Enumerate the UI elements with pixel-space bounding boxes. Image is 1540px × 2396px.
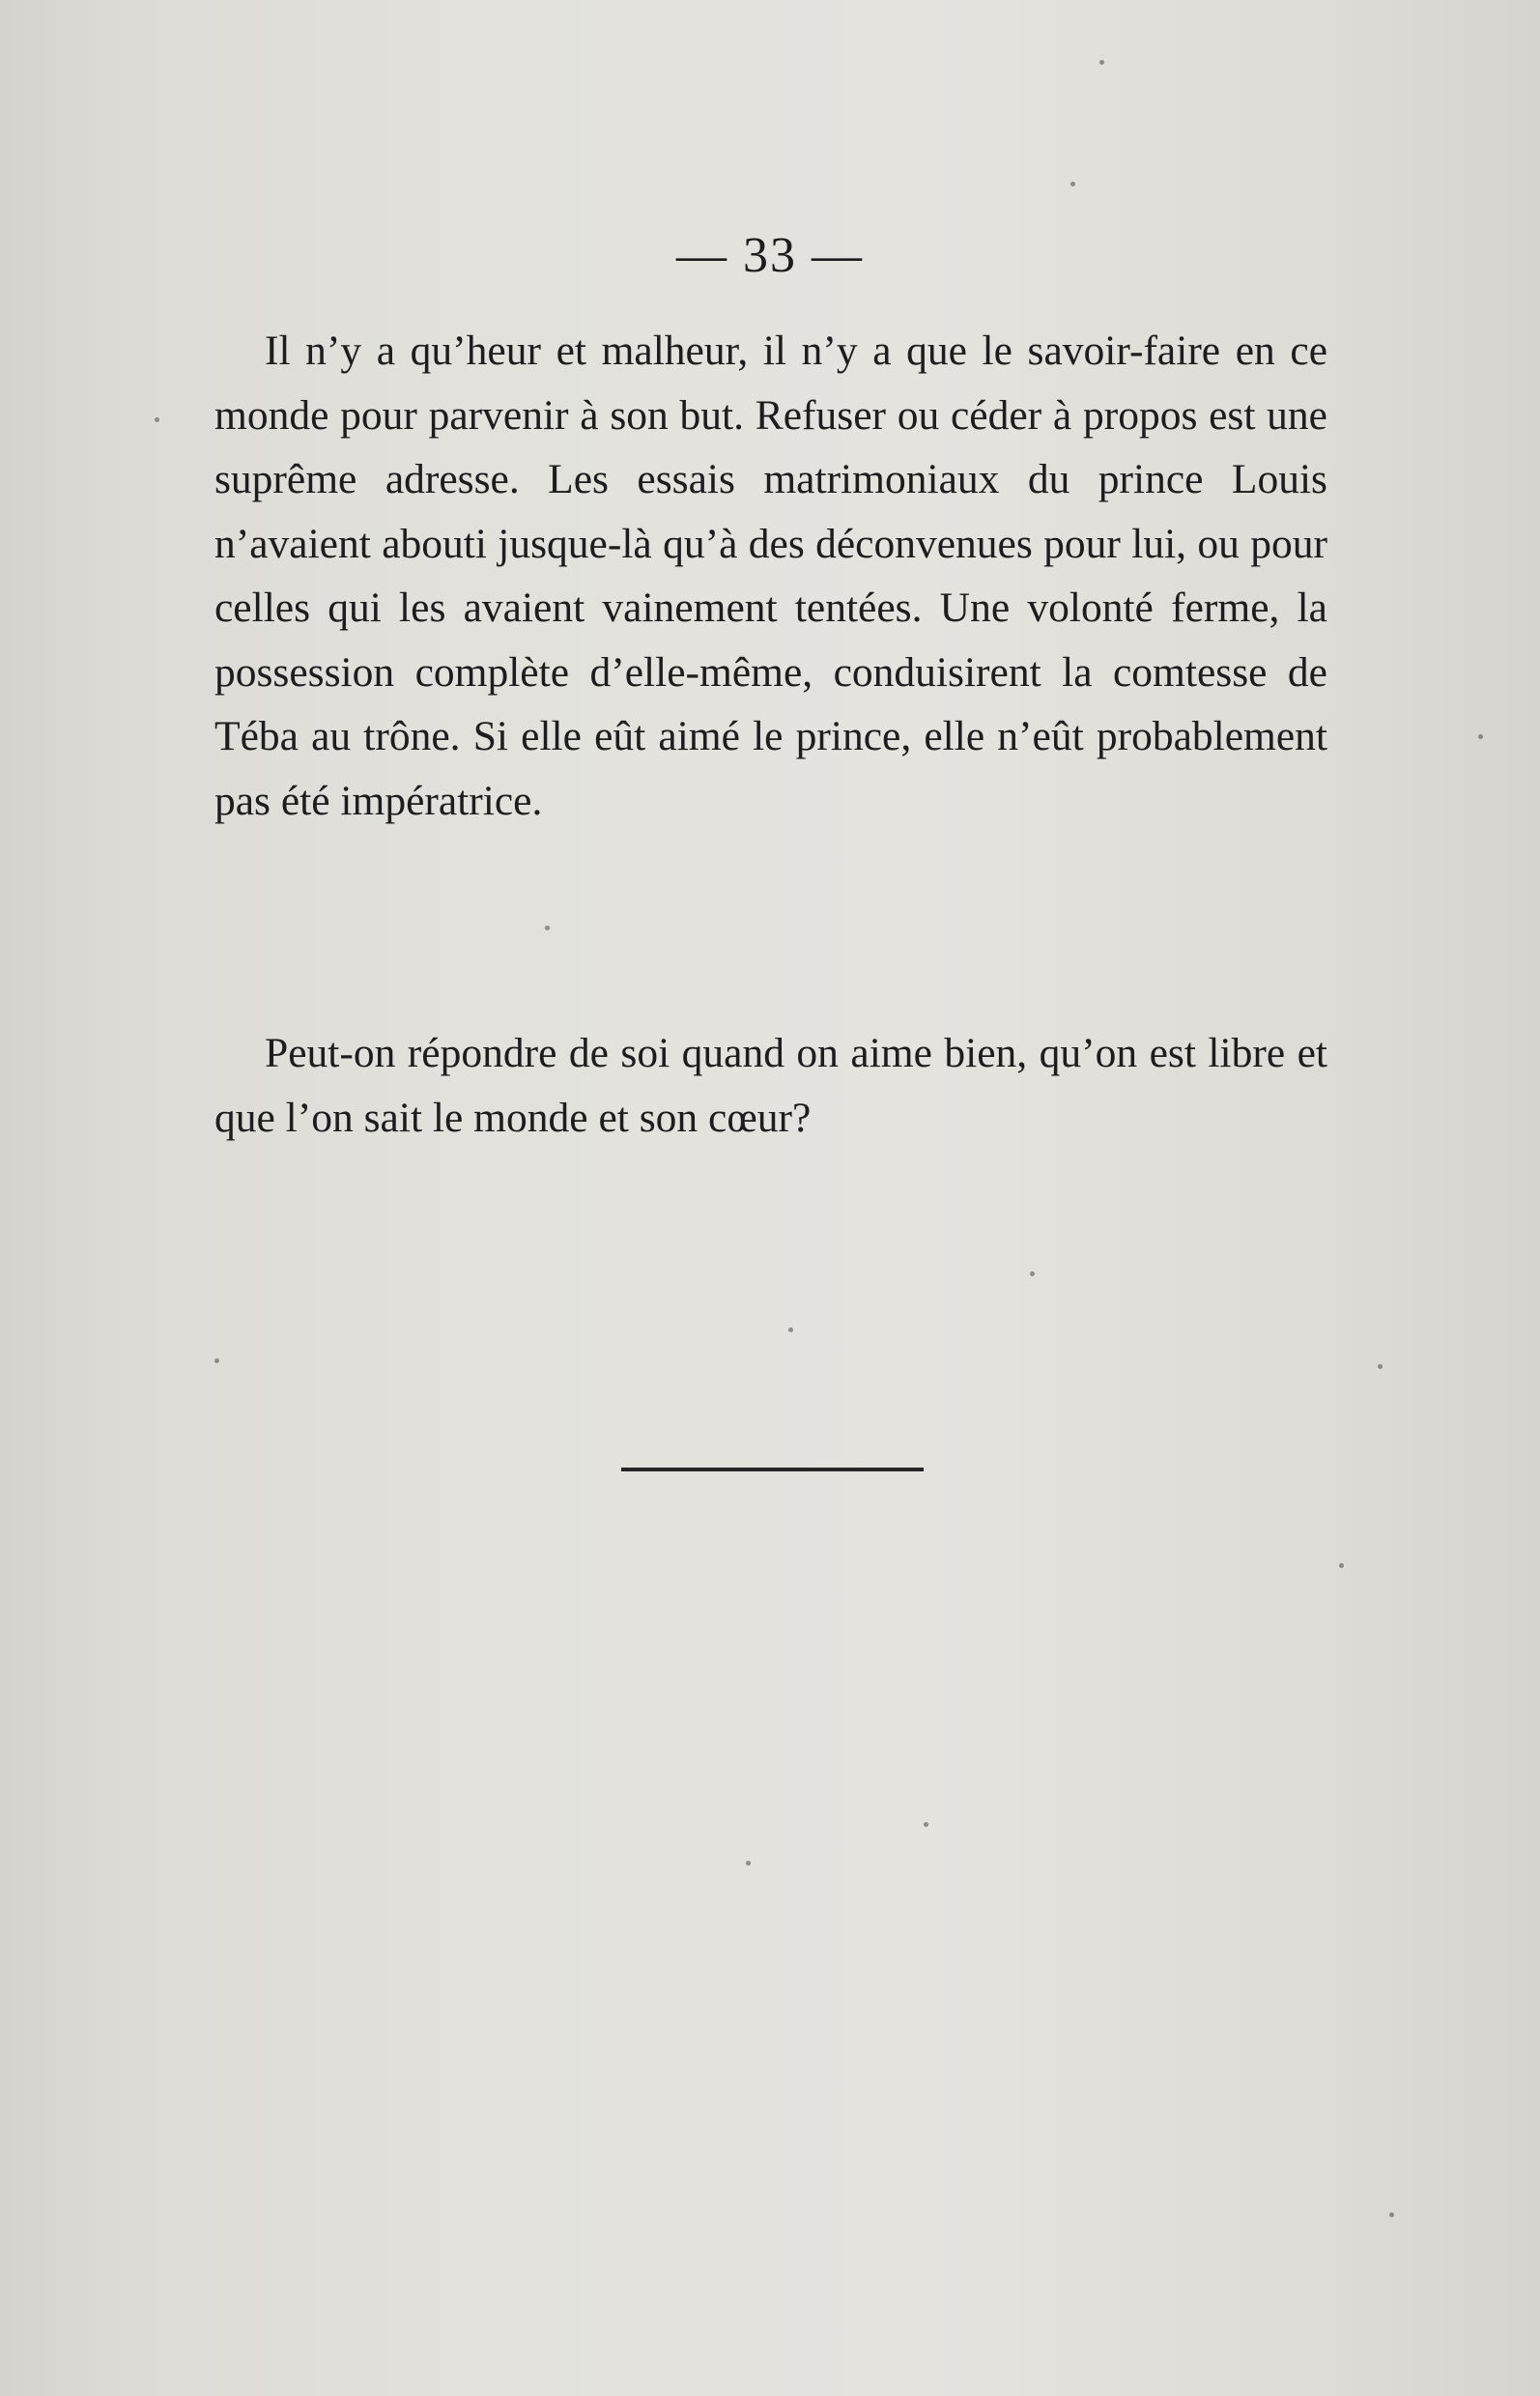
paragraph-1: Il n’y a qu’heur et malheur, il n’y a que le savoir-faire en ce monde pour parvenir à son but. Refuser ou céder à propos est une suprême adresse. Les essais matrimoniaux du prince Louis n’avaient abouti jusque-là qu’à des déconvenues pour lui, ou pour celles qui les avaient vainement tentées. Une volonté ferme, la possession complète d’elle-même, conduisirent la comtesse de Téba au trône. Si elle eût aimé le prince, elle n’eût probablement pas été impératrice. <box>214 328 1327 824</box>
paper-speck <box>1478 734 1483 739</box>
section-divider-rule <box>621 1468 924 1471</box>
paragraph-2: Peut-on répondre de soi quand on aime bien, qu’on est libre et que l’on sait le monde et son cœur? <box>214 1030 1327 1141</box>
paper-speck <box>746 1861 751 1866</box>
paper-speck <box>545 926 550 930</box>
paper-speck <box>1389 2212 1394 2217</box>
paper-speck <box>214 1358 219 1363</box>
paper-speck <box>1070 182 1075 186</box>
paper-speck <box>1339 1563 1344 1568</box>
paper-speck <box>788 1327 793 1332</box>
page-number: — 33 — <box>676 228 864 283</box>
paper-speck <box>924 1822 928 1827</box>
paper-speck <box>1030 1271 1035 1276</box>
paper-speck <box>1378 1364 1383 1369</box>
paper-speck <box>1099 60 1104 65</box>
paper-speck <box>155 417 159 422</box>
